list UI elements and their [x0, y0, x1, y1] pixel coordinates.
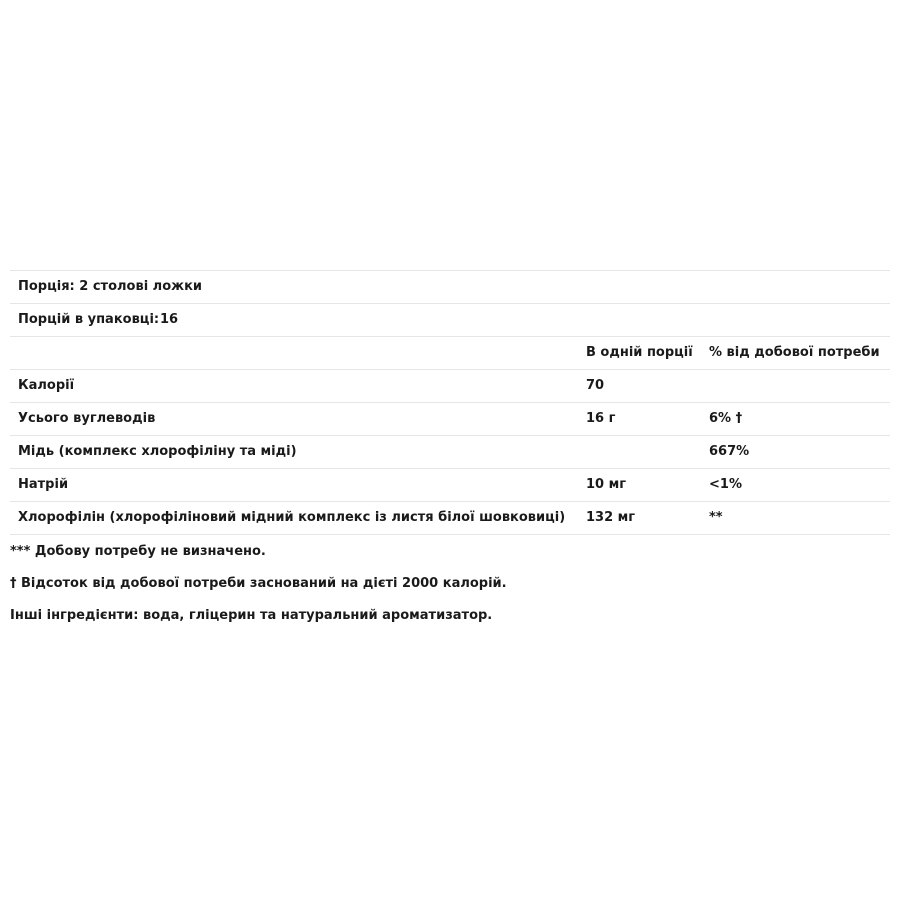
nutrient-daily-value: <1% [709, 477, 742, 492]
nutrient-daily-value: 6% † [709, 411, 743, 426]
servings-per-container-value: 16 [160, 312, 179, 327]
table-header-row [10, 336, 890, 369]
footnote-daily-value-basis: † Відсоток від добової потреби заснований на дієті 2000 калорій. [10, 576, 507, 591]
nutrient-name: Калорії [18, 378, 75, 393]
nutrient-name: Натрій [18, 477, 69, 492]
footnote-daily-value-not-established: *** Добову потребу не визначено. [10, 544, 266, 559]
nutrient-daily-value: 667% [709, 444, 750, 459]
other-ingredients: Інші інгредієнти: вода, гліцерин та натуральний ароматизатор. [10, 608, 493, 623]
nutrient-name: Усього вуглеводів [18, 411, 156, 426]
daily-value-header: % від добової потреби [709, 345, 880, 360]
table-row [10, 402, 890, 435]
serving-size-label: Порція: 2 столові ложки [18, 279, 203, 294]
serving-size-row [10, 270, 890, 303]
table-row [10, 435, 890, 468]
nutrient-amount: 16 г [586, 411, 616, 426]
servings-per-container-row [10, 303, 890, 336]
nutrient-daily-value: ** [709, 510, 723, 525]
nutrient-amount: 10 мг [586, 477, 627, 492]
nutrient-amount: 132 мг [586, 510, 636, 525]
table-row [10, 501, 890, 535]
table-row [10, 468, 890, 501]
amount-per-serving-header: В одній порції [586, 345, 693, 360]
servings-per-container-label: Порцій в упаковці: [18, 312, 160, 327]
footnotes [10, 538, 890, 634]
nutrient-name: Мідь (комплекс хлорофіліну та міді) [18, 444, 297, 459]
supplement-facts-table [10, 270, 890, 535]
table-row [10, 369, 890, 402]
nutrient-name: Хлорофілін (хлорофіліновий мідний комплекс із листя білої шовковиці) [18, 510, 566, 525]
nutrient-amount: 70 [586, 378, 605, 393]
